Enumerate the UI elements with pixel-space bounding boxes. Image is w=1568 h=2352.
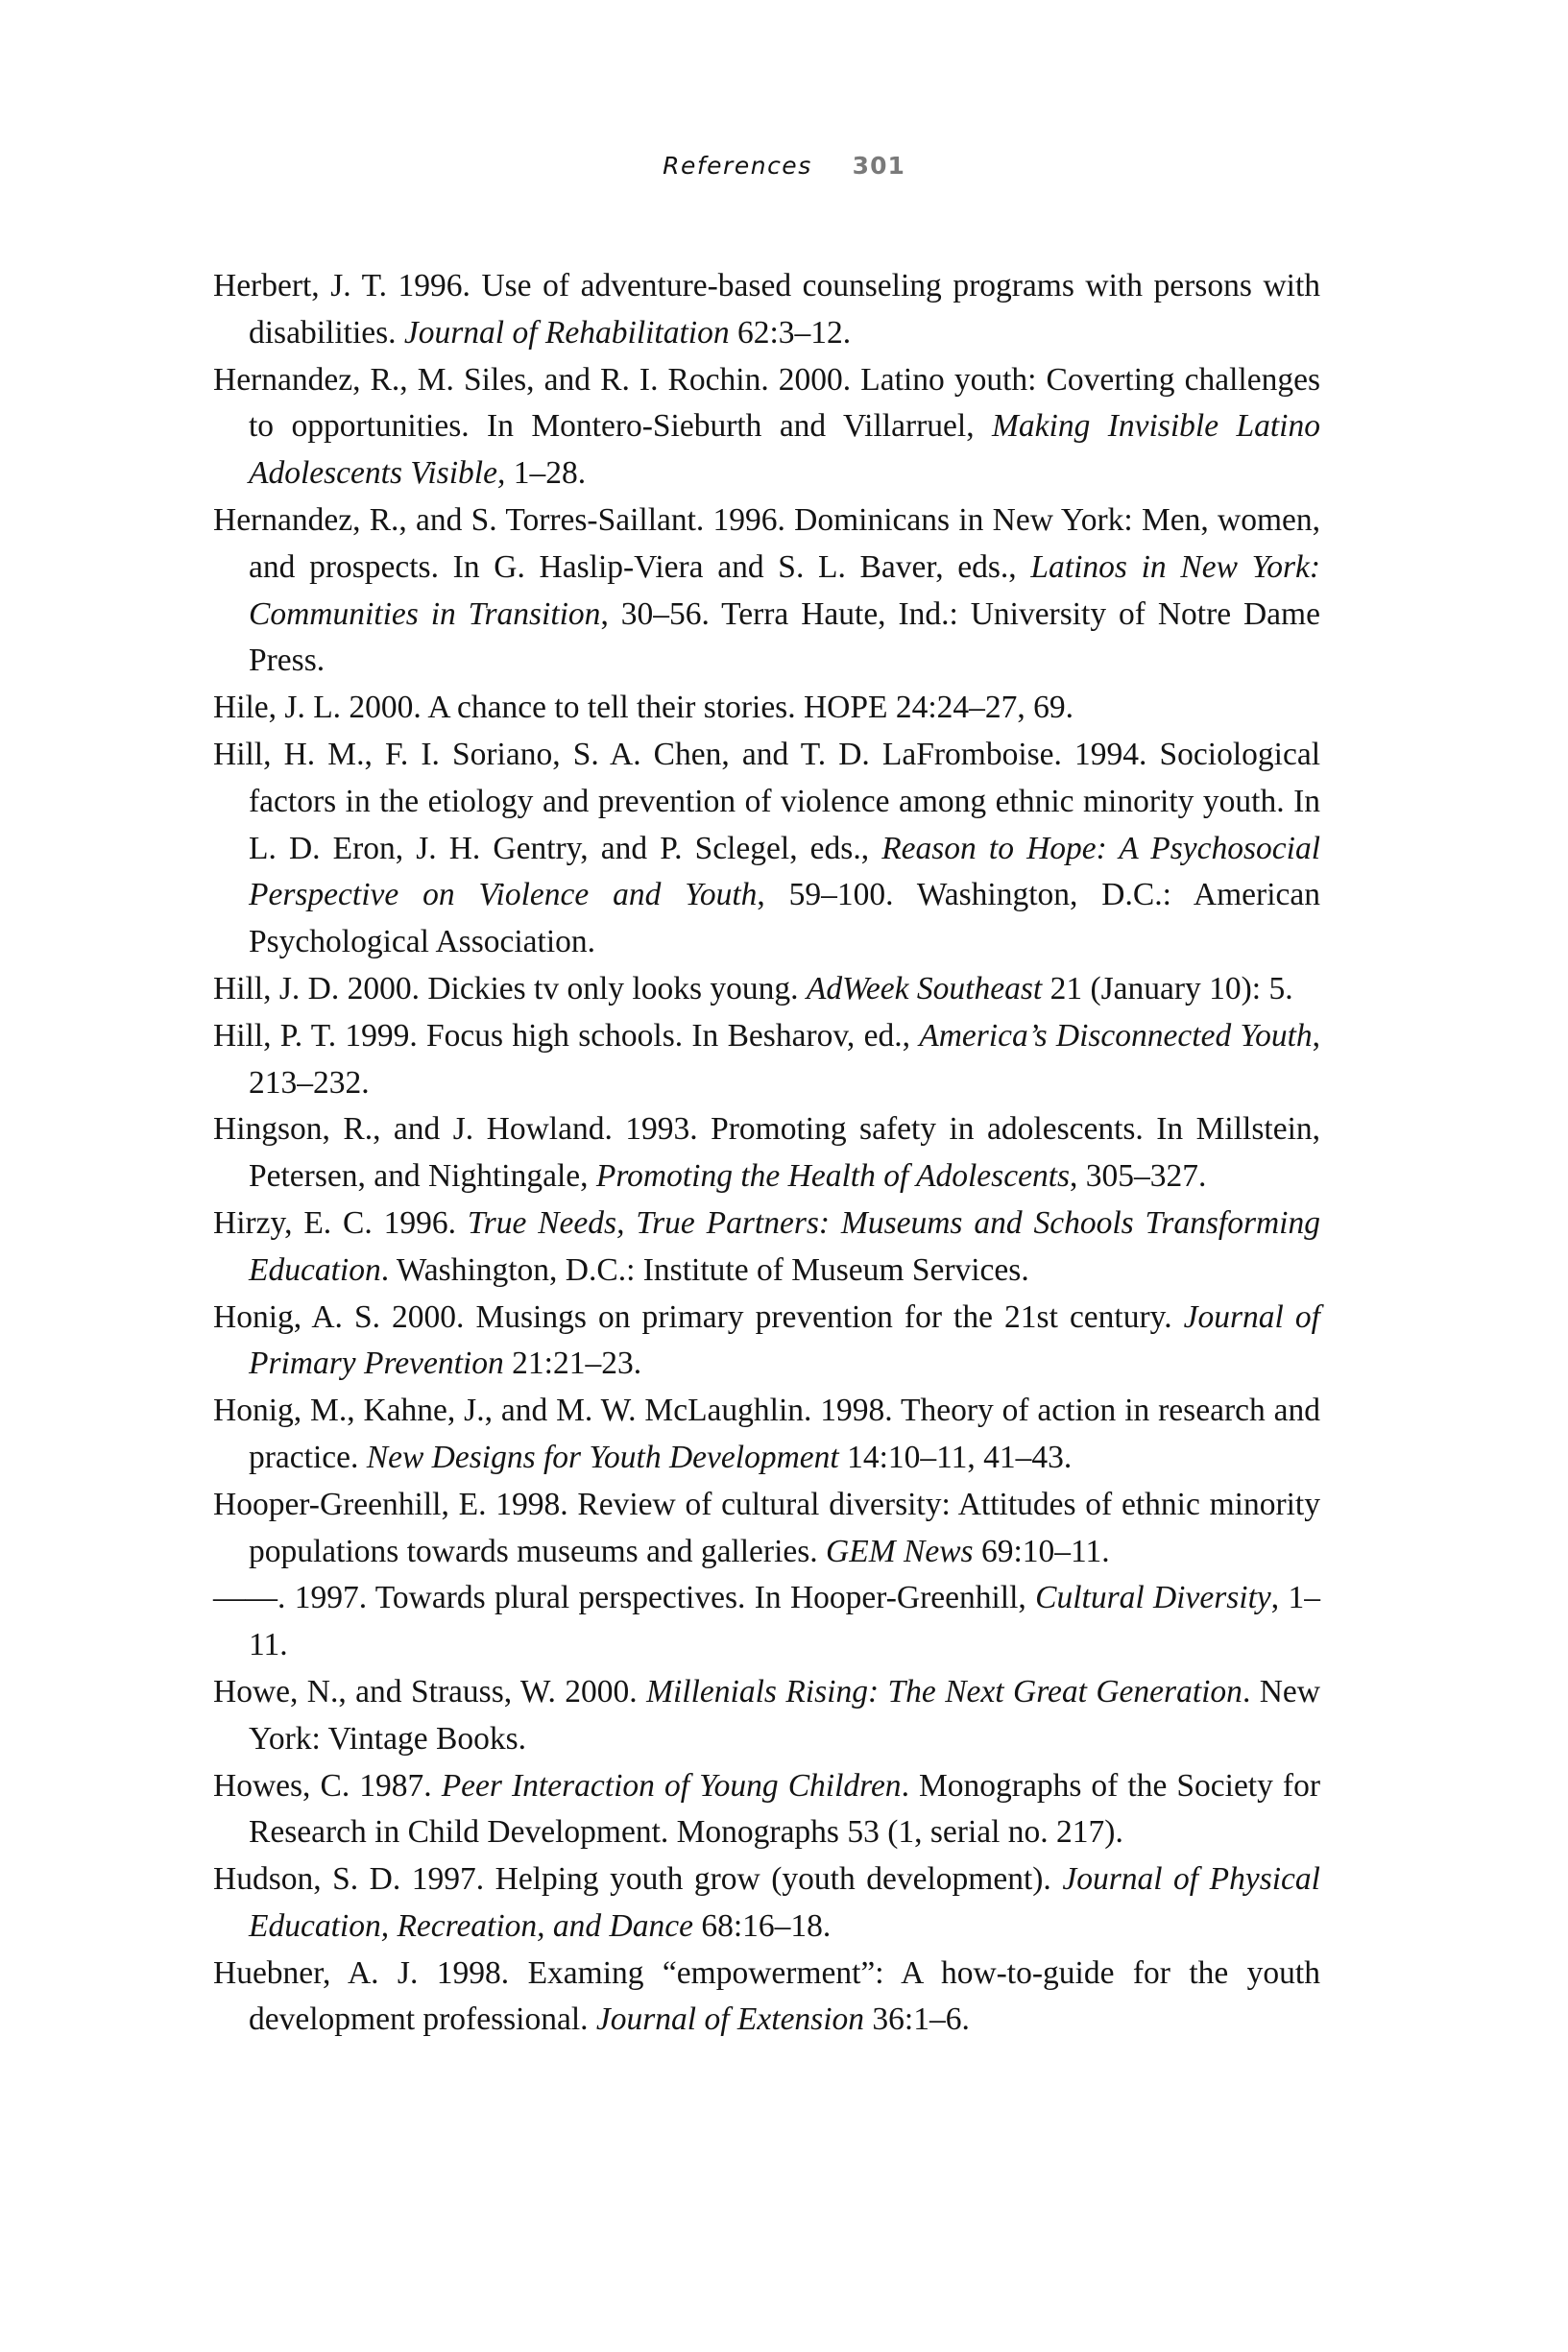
reference-entry <box>213 497 1320 685</box>
reference-title-italic: Cultural Diversity <box>1035 1580 1271 1616</box>
reference-text: Hudson, S. D. 1997. Helping youth grow (youth development). <box>213 1861 1063 1898</box>
reference-text: 69:10–11. <box>973 1533 1110 1569</box>
reference-text: Howe, N., and Strauss, W. 2000. <box>213 1673 647 1709</box>
reference-text: Herbert, J. T. 1996. Use of adventure-based counseling programs with persons with disabilities. <box>213 268 1320 351</box>
reference-list <box>213 263 1320 2044</box>
running-head-title: References <box>663 152 812 180</box>
reference-text: , 59–100. Washington, D.C.: American Psychological Association. <box>249 877 1321 960</box>
reference-text: 68:16–18. <box>692 1907 832 1944</box>
reference-text: Hooper-Greenhill, E. 1998. Review of cultural diversity: Attitudes of ethnic minority populations towards museums and galleries. <box>213 1486 1320 1569</box>
reference-text: Hernandez, R., M. Siles, and R. I. Rochin. 2000. Latino youth: Coverting challenges to opportunities. In Montero-Sieburth and Villarruel, <box>213 361 1320 445</box>
reference-text: Hill, H. M., F. I. Soriano, S. A. Chen, and T. D. LaFromboise. 1994. Sociological factors in the etiology and prevention of violence among ethnic minority youth. In L. D. Eron, J. H. Gentry, and P. Sclegel, eds., <box>213 736 1320 866</box>
reference-title-italic: Peer Interaction of Young Children <box>441 1767 902 1804</box>
reference-text: 21 (January 10): 5. <box>1042 970 1293 1006</box>
reference-text: , 213–232. <box>249 1017 1320 1101</box>
reference-text: Howes, C. 1987. <box>213 1767 442 1804</box>
reference-entry <box>213 732 1320 966</box>
reference-text: 14:10–11, 41–43. <box>838 1439 1073 1475</box>
reference-text: 21:21–23. <box>503 1346 642 1382</box>
reference-text: Hill, P. T. 1999. Focus high schools. In Besharov, ed., <box>213 1017 920 1054</box>
reference-text: Hill, J. D. 2000. Dickies tv only looks young. <box>213 970 807 1006</box>
reference-title-italic: New Designs for Youth Development <box>366 1439 839 1475</box>
reference-entry <box>213 357 1320 497</box>
reference-entry <box>213 685 1320 732</box>
reference-entry <box>213 263 1320 357</box>
reference-text: Honig, A. S. 2000. Musings on primary prevention for the 21st century. <box>213 1298 1184 1335</box>
reference-text: Hirzy, E. C. 1996. <box>213 1204 468 1241</box>
reference-entry <box>213 1013 1320 1107</box>
reference-title-italic: Millenials Rising: The Next Great Generation <box>646 1673 1242 1709</box>
page-number: 301 <box>852 152 905 180</box>
reference-text: Honig, M., Kahne, J., and M. W. McLaughlin. 1998. Theory of action in research and practice. <box>213 1393 1320 1475</box>
reference-text: , 1–11. <box>249 1580 1320 1663</box>
reference-text: , 30–56. Terra Haute, Ind.: University of Notre Dame Press. <box>249 595 1320 679</box>
reference-text: , 305–327. <box>1070 1158 1207 1195</box>
reference-entry <box>213 1295 1320 1389</box>
reference-title-italic: Journal of Extension <box>595 2001 865 2038</box>
reference-entry <box>213 1388 1320 1482</box>
reference-entry <box>213 1951 1320 2045</box>
reference-title-italic: AdWeek Southeast <box>806 970 1043 1006</box>
reference-entry <box>213 1856 1320 1951</box>
reference-text: . Washington, D.C.: Institute of Museum Services. <box>380 1251 1029 1288</box>
reference-title-italic: Journal of Physical Education, Recreation, and Dance <box>249 1861 1320 1944</box>
reference-text: . New York: Vintage Books. <box>249 1673 1320 1757</box>
reference-text: 1–28. <box>505 455 587 492</box>
reference-entry <box>213 966 1320 1013</box>
reference-text: Hingson, R., and J. Howland. 1993. Promoting safety in adolescents. In Millstein, Petersen, and Nightingale, <box>213 1111 1320 1195</box>
reference-title-italic: America’s Disconnected Youth <box>919 1017 1313 1054</box>
reference-title-italic: Latinos in New York: Communities in Transition <box>249 548 1321 632</box>
reference-title-italic: Promoting the Health of Adolescents <box>595 1158 1071 1195</box>
reference-text: 36:1–6. <box>864 2001 970 2038</box>
reference-text: Huebner, A. J. 1998. Examing “empowerment”: A how-to-guide for the youth development professional. <box>213 1954 1320 2038</box>
reference-entry <box>213 1200 1320 1295</box>
reference-text: Hile, J. L. 2000. A chance to tell their stories. HOPE 24:24–27, 69. <box>213 690 1074 726</box>
reference-entry <box>213 1575 1320 1669</box>
reference-entry <box>213 1106 1320 1200</box>
reference-title-italic: Journal of Primary Prevention <box>249 1298 1320 1382</box>
reference-entry <box>213 1763 1320 1857</box>
reference-title-italic: Reason to Hope: A Psychosocial Perspective on Violence and Youth <box>249 830 1321 913</box>
reference-title-italic: Making Invisible Latino Adolescents Visible, <box>249 408 1320 492</box>
reference-title-italic: True Needs, True Partners: Museums and Schools Transforming Education <box>249 1204 1320 1288</box>
running-head <box>0 152 1568 180</box>
reference-text: Hernandez, R., and S. Torres-Saillant. 1996. Dominicans in New York: Men, women, and prospects. In G. Haslip-Viera and S. L. Baver, eds., <box>213 501 1320 585</box>
reference-text: . Monographs of the Society for Research in Child Development. Monographs 53 (1, serial no. 217). <box>249 1767 1320 1851</box>
reference-text: 62:3–12. <box>729 314 852 351</box>
reference-entry <box>213 1669 1320 1763</box>
reference-entry <box>213 1482 1320 1576</box>
reference-title-italic: GEM News <box>826 1533 974 1569</box>
reference-text: ——. 1997. Towards plural perspectives. In Hooper-Greenhill, <box>213 1580 1036 1616</box>
reference-title-italic: Journal of Rehabilitation <box>403 314 730 351</box>
